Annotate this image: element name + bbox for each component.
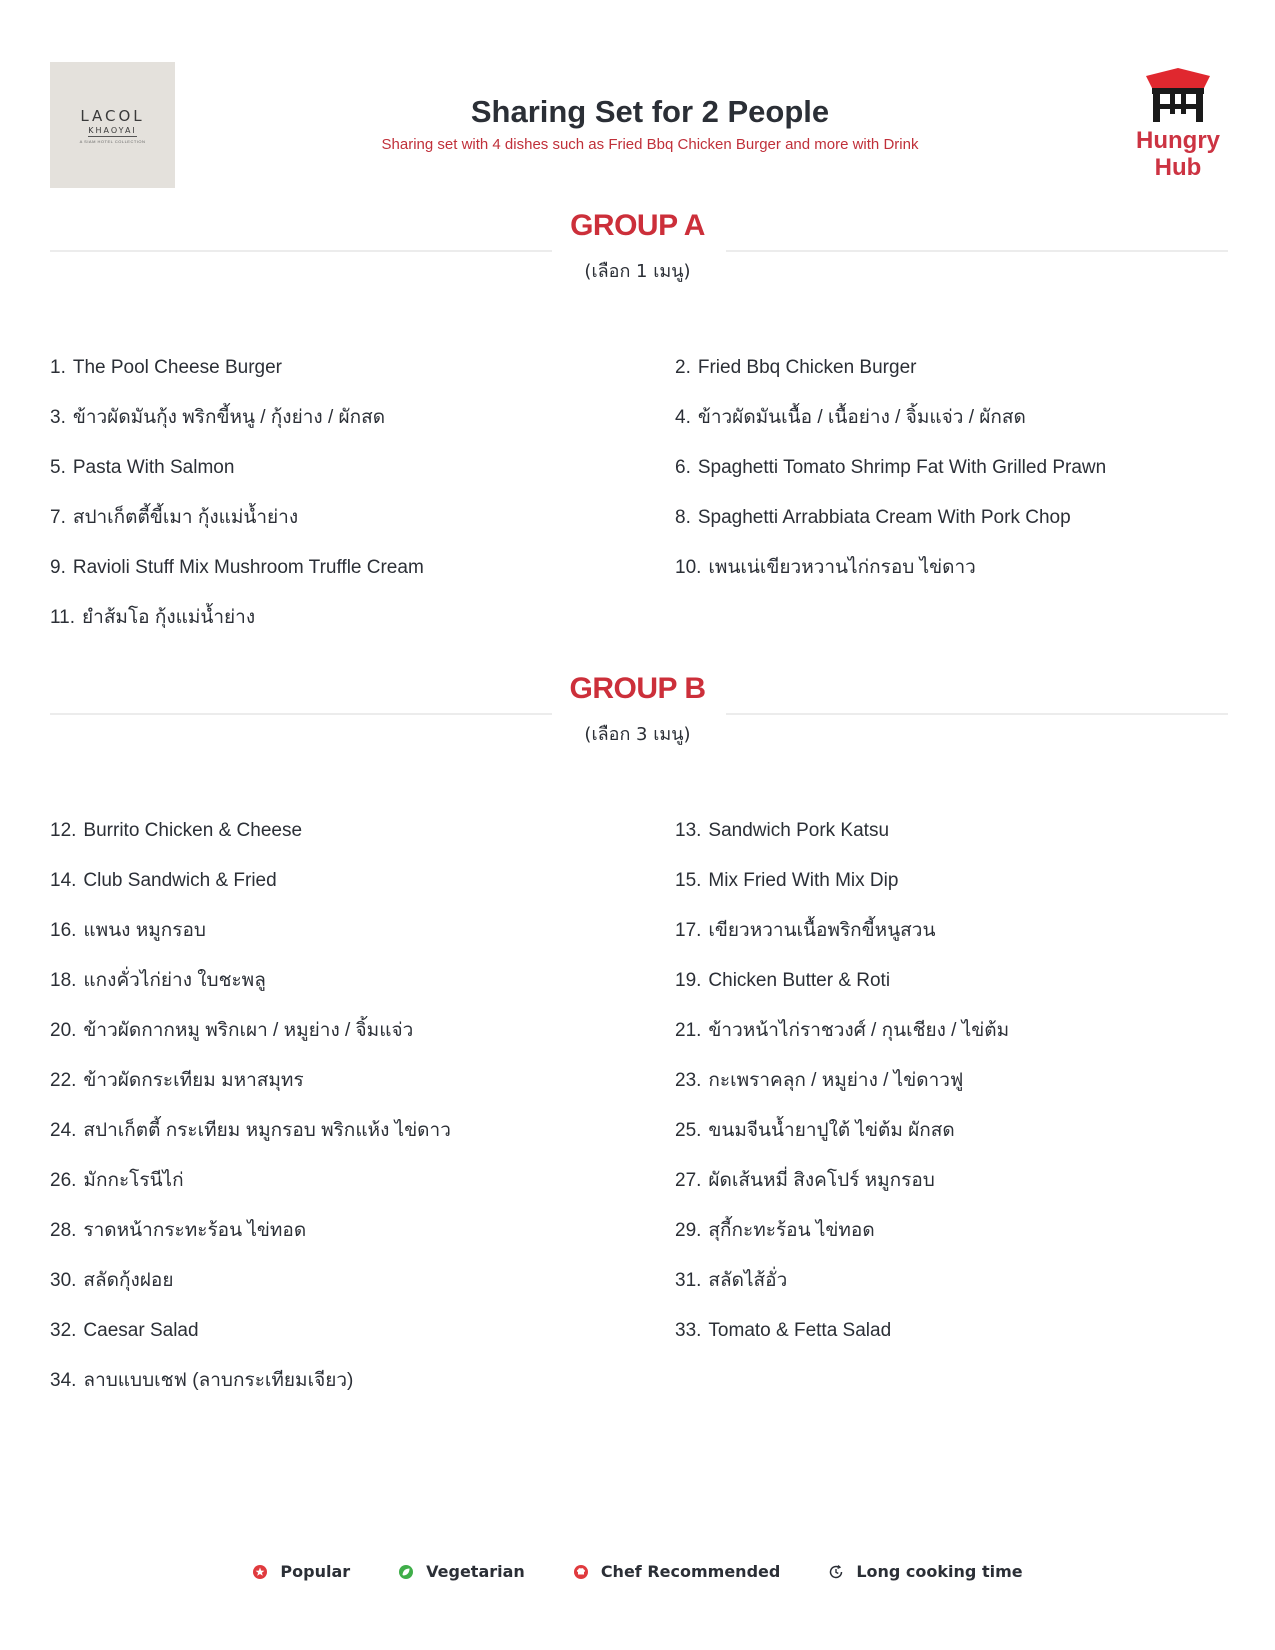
logo-line-1: LACOL <box>80 106 145 125</box>
item-name: ข้าวผัดมันเนื้อ / เนื้อย่าง / จิ้มแจ่ว / ผักสด <box>697 407 1026 428</box>
item-name: Burrito Chicken & Cheese <box>83 820 303 841</box>
legend-popular-label: Popular <box>280 1562 351 1581</box>
item-number: 4. <box>675 407 691 428</box>
item-number: 30. <box>50 1270 77 1291</box>
menu-item <box>50 606 675 656</box>
clock-icon <box>828 1564 844 1580</box>
item-name: แพนง หมูกรอบ <box>83 920 206 941</box>
item-name: Spaghetti Tomato Shrimp Fat With Grilled Prawn <box>697 457 1107 478</box>
item-number: 26. <box>50 1170 77 1191</box>
item-name: เขียวหวานเนื้อพริกขี้หนูสวน <box>708 920 936 941</box>
menu-item <box>50 969 675 1019</box>
item-number: 28. <box>50 1220 77 1241</box>
item-name: สลัดกุ้งฝอย <box>83 1270 174 1291</box>
item-name: ข้าวผัดกากหมู พริกเผา / หมูย่าง / จิ้มแจ่ว <box>83 1020 414 1041</box>
group-a-divider-right <box>726 250 1228 252</box>
item-name: สปาเก็ตตี้ กระเทียม หมูกรอบ พริกแห้ง ไข่ดาว <box>83 1120 451 1141</box>
item-name: Sandwich Pork Katsu <box>708 820 890 841</box>
menu-item <box>675 1319 1228 1369</box>
item-name: สปาเก็ตตี้ขี้เมา กุ้งแม่น้ำย่าง <box>72 507 299 528</box>
legend-vegetarian-label: Vegetarian <box>426 1562 525 1581</box>
legend-vegetarian <box>398 1562 525 1581</box>
menu-item <box>50 1169 675 1219</box>
menu-item <box>675 969 1228 1019</box>
item-name: กะเพราคลุก / หมูย่าง / ไข่ดาวฟู <box>708 1070 964 1091</box>
item-name: ผัดเส้นหมี่ สิงคโปร์ หมูกรอบ <box>708 1170 935 1191</box>
menu-item <box>675 556 1228 606</box>
item-number: 2. <box>675 357 691 378</box>
menu-item <box>50 506 675 556</box>
menu-item <box>675 1019 1228 1069</box>
item-name: Pasta With Salmon <box>72 457 235 478</box>
menu-item <box>675 406 1228 456</box>
item-name: มักกะโรนีไก่ <box>83 1170 184 1191</box>
item-number: 10. <box>675 557 702 578</box>
legend-chef-recommended-label: Chef Recommended <box>600 1562 781 1581</box>
legend-long-cooking <box>828 1562 1022 1581</box>
item-number: 1. <box>50 357 66 378</box>
item-name: The Pool Cheese Burger <box>72 357 282 378</box>
item-number: 21. <box>675 1020 702 1041</box>
menu-item <box>50 819 675 869</box>
page-title: Sharing Set for 2 People <box>470 94 830 129</box>
item-name: Chicken Butter & Roti <box>708 970 891 991</box>
legend-popular <box>252 1562 350 1581</box>
menu-item <box>50 869 675 919</box>
popular-icon <box>252 1564 268 1580</box>
menu-item <box>50 406 675 456</box>
menu-item <box>675 1269 1228 1319</box>
menu-item <box>675 819 1228 869</box>
item-number: 7. <box>50 507 66 528</box>
group-b-divider-left <box>50 713 552 715</box>
group-a-note: (เลือก 1 เมนู) <box>584 261 691 282</box>
group-b-title: GROUP B <box>569 672 706 705</box>
menu-item <box>50 1269 675 1319</box>
menu-item <box>50 356 675 406</box>
item-number: 33. <box>675 1320 702 1341</box>
menu-item <box>675 1119 1228 1169</box>
menu-item <box>50 1369 675 1419</box>
menu-item <box>675 1169 1228 1219</box>
item-number: 24. <box>50 1120 77 1141</box>
item-name: Ravioli Stuff Mix Mushroom Truffle Cream <box>72 557 424 578</box>
menu-item <box>50 919 675 969</box>
item-number: 8. <box>675 507 691 528</box>
logo-line-3: A SIAM HOTEL COLLECTION <box>79 138 146 144</box>
item-name: Caesar Salad <box>83 1320 199 1341</box>
menu-item <box>50 1219 675 1269</box>
item-number: 12. <box>50 820 77 841</box>
item-number: 25. <box>675 1120 702 1141</box>
group-b-note: (เลือก 3 เมนู) <box>584 724 691 745</box>
item-name: ข้าวผัดมันกุ้ง พริกขี้หนู / กุ้งย่าง / ผักสด <box>72 407 386 428</box>
item-number: 9. <box>50 557 66 578</box>
chef-icon <box>573 1564 589 1580</box>
item-name: เพนเน่เขียวหวานไก่กรอบ ไข่ดาว <box>708 557 976 578</box>
menu-item <box>675 356 1228 406</box>
item-number: 31. <box>675 1270 702 1291</box>
item-number: 16. <box>50 920 77 941</box>
menu-item <box>675 919 1228 969</box>
item-number: 13. <box>675 820 702 841</box>
menu-item <box>675 1219 1228 1269</box>
item-number: 29. <box>675 1220 702 1241</box>
menu-item <box>675 506 1228 556</box>
item-name: สุกี้กะทะร้อน ไข่ทอด <box>708 1220 875 1241</box>
item-name: Fried Bbq Chicken Burger <box>697 357 917 378</box>
brand-name <box>1118 127 1238 181</box>
group-b-divider-right <box>726 713 1228 715</box>
menu-item <box>50 1069 675 1119</box>
group-b-list <box>50 819 1228 1419</box>
item-name: ราดหน้ากระทะร้อน ไข่ทอด <box>83 1220 307 1241</box>
legend <box>0 1562 1275 1581</box>
legend-chef-recommended <box>573 1562 781 1581</box>
item-number: 14. <box>50 870 77 891</box>
restaurant-logo <box>50 62 175 188</box>
item-name: ยำส้มโอ กุ้งแม่น้ำย่าง <box>82 607 256 628</box>
group-a-divider-left <box>50 250 552 252</box>
menu-item <box>50 1019 675 1069</box>
item-name: ข้าวผัดกระเทียม มหาสมุทร <box>83 1070 304 1091</box>
item-name: ขนมจีนน้ำยาปูใต้ ไข่ต้ม ผักสด <box>708 1120 955 1141</box>
item-number: 5. <box>50 457 66 478</box>
item-number: 20. <box>50 1020 77 1041</box>
vegetarian-icon <box>398 1564 414 1580</box>
table-icon <box>1118 62 1238 126</box>
menu-item <box>50 556 675 606</box>
item-number: 27. <box>675 1170 702 1191</box>
item-number: 18. <box>50 970 77 991</box>
item-number: 17. <box>675 920 702 941</box>
item-number: 15. <box>675 870 702 891</box>
item-name: Mix Fried With Mix Dip <box>708 870 899 891</box>
item-number: 34. <box>50 1370 77 1391</box>
item-number: 11. <box>50 607 76 628</box>
page-subtitle: Sharing set with 4 dishes such as Fried Bbq Chicken Burger and more with Drink <box>381 136 919 153</box>
menu-item <box>50 456 675 506</box>
item-number: 22. <box>50 1070 77 1091</box>
menu-item <box>50 1119 675 1169</box>
item-name: ลาบแบบเชฟ (ลาบกระเทียมเจียว) <box>83 1370 354 1391</box>
item-name: แกงคั่วไก่ย่าง ใบชะพลู <box>83 970 266 991</box>
item-name: Spaghetti Arrabbiata Cream With Pork Chop <box>697 507 1071 528</box>
item-number: 32. <box>50 1320 77 1341</box>
page-header <box>300 92 1000 153</box>
brand-line-2: Hub <box>1154 154 1202 181</box>
menu-item <box>675 869 1228 919</box>
legend-long-cooking-label: Long cooking time <box>856 1562 1023 1581</box>
item-name: Club Sandwich & Fried <box>83 870 277 891</box>
logo-line-2: KHAOYAI <box>88 125 137 135</box>
item-name: Tomato & Fetta Salad <box>708 1320 892 1341</box>
brand-line-1: Hungry <box>1136 127 1220 154</box>
menu-item <box>675 1069 1228 1119</box>
item-number: 23. <box>675 1070 702 1091</box>
item-name: สลัดไส้อั่ว <box>708 1270 788 1291</box>
item-number: 3. <box>50 407 66 428</box>
item-number: 6. <box>675 457 691 478</box>
group-a-list <box>50 356 1228 656</box>
menu-item <box>50 1319 675 1369</box>
item-number: 19. <box>675 970 702 991</box>
hungry-hub-logo <box>1118 62 1238 192</box>
item-name: ข้าวหน้าไก่ราชวงศ์ / กุนเชียง / ไข่ต้ม <box>708 1020 1010 1041</box>
group-a-title: GROUP A <box>570 209 705 242</box>
menu-item <box>675 456 1228 506</box>
